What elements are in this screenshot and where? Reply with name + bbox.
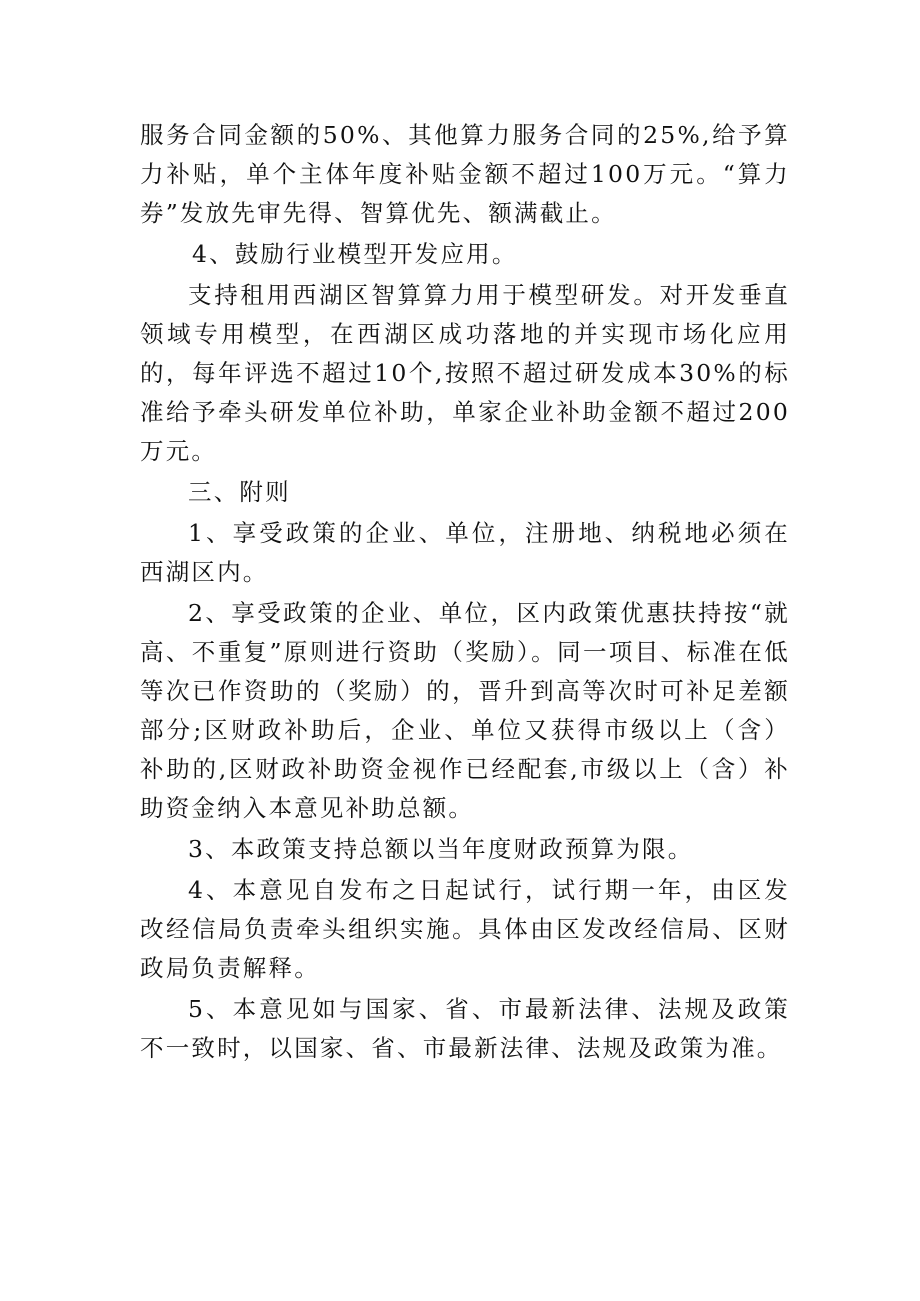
paragraph-provision-5: 5、本意见如与国家、省、市最新法律、法规及政策不一致时，以国家、省、市最新法律、法规及政策为准。 — [140, 995, 790, 1062]
paragraph-provision-1: 1、享受政策的企业、单位，注册地、纳税地必须在西湖区内。 — [140, 519, 790, 586]
paragraph-provision-4: 4、本意见自发布之日起试行，试行期一年，由区发改经信局负责牵头组织实施。具体由区发改经信局、区财政局负责解释。 — [140, 876, 790, 982]
paragraph-model-development-support: 支持租用西湖区智算算力用于模型研发。对开发垂直领域专用模型，在西湖区成功落地的并实现市场化应用的，每年评选不超过10个,按照不超过研发成本30%的标准给予牵头研发单位补助，单家企业补助金额不超过200万元。 — [140, 281, 790, 465]
paragraph-heading-supplementary-provisions: 三、附则 — [188, 478, 291, 506]
paragraph-provision-2: 2、享受政策的企业、单位，区内政策优惠扶持按“就高、不重复”原则进行资助（奖励）。同一项目、标准在低等次已作资助的（奖励）的，晋升到高等次时可补足差额部分;区财政补助后，企业、单位又获得市级以上（含）补助的,区财政补助资金视作已经配套,市级以上（含）补助资金纳入本意见补助总额。 — [140, 599, 790, 822]
paragraph-heading-model-development: 4、鼓励行业模型开发应用。 — [192, 240, 518, 268]
document-body — [140, 116, 790, 1068]
paragraph-provision-3: 3、本政策支持总额以当年度财政预算为限。 — [188, 835, 694, 863]
paragraph-subsidy-continuation: 服务合同金额的50%、其他算力服务合同的25%,给予算力补贴，单个主体年度补贴金额不超过100万元。“算力券”发放先审先得、智算优先、额满截止。 — [140, 121, 790, 227]
